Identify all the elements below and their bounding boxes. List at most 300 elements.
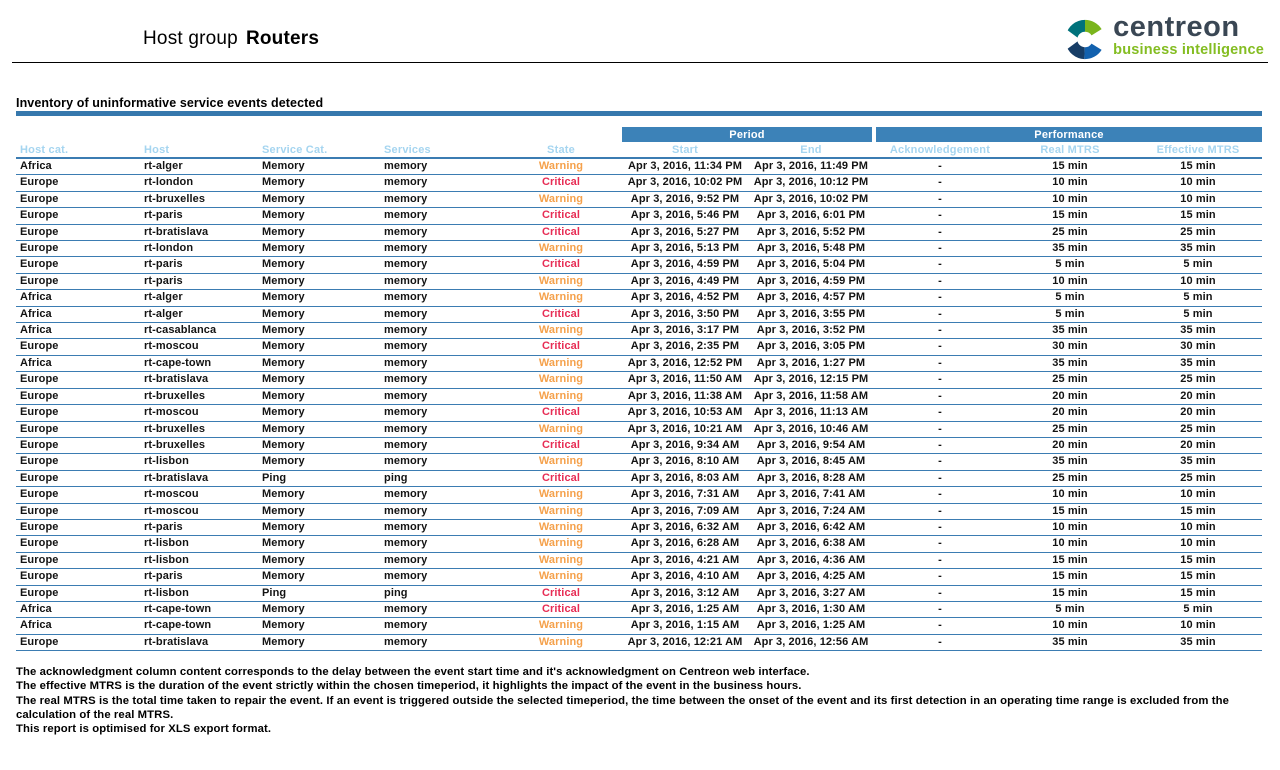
cell-acknowledgement: -	[874, 519, 1006, 535]
table-row	[16, 339, 1262, 355]
cell-acknowledgement: -	[874, 290, 1006, 306]
table-row	[16, 257, 1262, 273]
cell-acknowledgement: -	[874, 405, 1006, 421]
cell-real-mtrs: 30 min	[1006, 339, 1134, 355]
footer-note: The real MTRS is the total time taken to repair the event. If an event is triggered outside the selected timeperiod, the time between the onset of the event and its first detection in an operating time range is excluded from the calculation of the real MTRS.	[16, 694, 1229, 722]
cell-effective-mtrs: 20 min	[1134, 437, 1262, 453]
cell-host-cat: Europe	[16, 519, 140, 535]
cell-acknowledgement: -	[874, 339, 1006, 355]
cell-service-cat: Memory	[258, 158, 380, 175]
cell-effective-mtrs: 25 min	[1134, 224, 1262, 240]
cell-end: Apr 3, 2016, 4:36 AM	[748, 552, 874, 568]
centreon-logo-text	[1113, 13, 1264, 58]
cell-real-mtrs: 20 min	[1006, 437, 1134, 453]
cell-start: Apr 3, 2016, 5:27 PM	[622, 224, 748, 240]
cell-start: Apr 3, 2016, 1:25 AM	[622, 601, 748, 617]
cell-effective-mtrs: 10 min	[1134, 487, 1262, 503]
cell-host: rt-moscou	[140, 503, 258, 519]
cell-state: Warning	[500, 618, 622, 634]
cell-services: memory	[380, 552, 500, 568]
cell-service-cat: Memory	[258, 306, 380, 322]
cell-acknowledgement: -	[874, 241, 1006, 257]
cell-real-mtrs: 15 min	[1006, 585, 1134, 601]
cell-host-cat: Africa	[16, 355, 140, 371]
cell-state: Warning	[500, 634, 622, 650]
cell-acknowledgement: -	[874, 487, 1006, 503]
cell-start: Apr 3, 2016, 7:31 AM	[622, 487, 748, 503]
table-row	[16, 421, 1262, 437]
cell-acknowledgement: -	[874, 601, 1006, 617]
cell-real-mtrs: 10 min	[1006, 618, 1134, 634]
cell-effective-mtrs: 35 min	[1134, 634, 1262, 650]
table-row	[16, 388, 1262, 404]
cell-services: memory	[380, 158, 500, 175]
cell-service-cat: Memory	[258, 273, 380, 289]
cell-service-cat: Memory	[258, 437, 380, 453]
cell-services: memory	[380, 339, 500, 355]
cell-service-cat: Memory	[258, 503, 380, 519]
cell-real-mtrs: 25 min	[1006, 224, 1134, 240]
cell-state: Warning	[500, 569, 622, 585]
cell-start: Apr 3, 2016, 10:02 PM	[622, 175, 748, 191]
column-header-state: State	[500, 142, 622, 158]
cell-services: memory	[380, 503, 500, 519]
section-heading-underline	[16, 111, 1262, 116]
cell-state: Warning	[500, 421, 622, 437]
cell-acknowledgement: -	[874, 355, 1006, 371]
cell-host-cat: Europe	[16, 339, 140, 355]
cell-service-cat: Memory	[258, 487, 380, 503]
cell-end: Apr 3, 2016, 3:05 PM	[748, 339, 874, 355]
cell-effective-mtrs: 20 min	[1134, 388, 1262, 404]
cell-acknowledgement: -	[874, 569, 1006, 585]
column-header-effective-mtrs: Effective MTRS	[1134, 142, 1262, 158]
cell-state: Warning	[500, 536, 622, 552]
column-header-start: Start	[622, 142, 748, 158]
cell-host: rt-cape-town	[140, 355, 258, 371]
cell-services: memory	[380, 634, 500, 650]
cell-start: Apr 3, 2016, 10:53 AM	[622, 405, 748, 421]
cell-host: rt-lisbon	[140, 552, 258, 568]
cell-services: memory	[380, 487, 500, 503]
cell-service-cat: Memory	[258, 257, 380, 273]
cell-services: memory	[380, 241, 500, 257]
cell-real-mtrs: 25 min	[1006, 421, 1134, 437]
cell-effective-mtrs: 35 min	[1134, 323, 1262, 339]
cell-start: Apr 3, 2016, 5:46 PM	[622, 208, 748, 224]
table-row	[16, 323, 1262, 339]
footer-note: This report is optimised for XLS export format.	[16, 723, 272, 736]
cell-host-cat: Europe	[16, 470, 140, 486]
cell-acknowledgement: -	[874, 208, 1006, 224]
cell-host-cat: Europe	[16, 241, 140, 257]
cell-effective-mtrs: 10 min	[1134, 175, 1262, 191]
cell-host-cat: Africa	[16, 306, 140, 322]
cell-effective-mtrs: 35 min	[1134, 241, 1262, 257]
cell-end: Apr 3, 2016, 5:48 PM	[748, 241, 874, 257]
table-row	[16, 224, 1262, 240]
cell-host-cat: Africa	[16, 601, 140, 617]
cell-host-cat: Europe	[16, 372, 140, 388]
cell-services: memory	[380, 323, 500, 339]
cell-service-cat: Memory	[258, 191, 380, 207]
cell-host: rt-cape-town	[140, 618, 258, 634]
cell-acknowledgement: -	[874, 323, 1006, 339]
cell-end: Apr 3, 2016, 7:41 AM	[748, 487, 874, 503]
report-content	[16, 96, 1262, 737]
footer-notes	[16, 665, 1262, 736]
cell-end: Apr 3, 2016, 1:25 AM	[748, 618, 874, 634]
cell-service-cat: Memory	[258, 290, 380, 306]
cell-host: rt-lisbon	[140, 536, 258, 552]
cell-host-cat: Africa	[16, 618, 140, 634]
cell-host: rt-bratislava	[140, 224, 258, 240]
cell-real-mtrs: 10 min	[1006, 536, 1134, 552]
table-row	[16, 470, 1262, 486]
cell-host-cat: Europe	[16, 569, 140, 585]
cell-effective-mtrs: 15 min	[1134, 158, 1262, 175]
cell-effective-mtrs: 10 min	[1134, 191, 1262, 207]
cell-state: Critical	[500, 339, 622, 355]
table-row	[16, 355, 1262, 371]
cell-end: Apr 3, 2016, 8:45 AM	[748, 454, 874, 470]
cell-acknowledgement: -	[874, 224, 1006, 240]
cell-host: rt-paris	[140, 569, 258, 585]
cell-start: Apr 3, 2016, 6:32 AM	[622, 519, 748, 535]
cell-service-cat: Ping	[258, 470, 380, 486]
cell-start: Apr 3, 2016, 4:59 PM	[622, 257, 748, 273]
cell-effective-mtrs: 5 min	[1134, 306, 1262, 322]
cell-services: memory	[380, 569, 500, 585]
cell-start: Apr 3, 2016, 6:28 AM	[622, 536, 748, 552]
cell-effective-mtrs: 35 min	[1134, 355, 1262, 371]
cell-host-cat: Africa	[16, 290, 140, 306]
cell-state: Warning	[500, 290, 622, 306]
cell-host: rt-bruxelles	[140, 437, 258, 453]
centreon-c-icon	[1064, 16, 1106, 63]
cell-acknowledgement: -	[874, 175, 1006, 191]
cell-host: rt-bruxelles	[140, 191, 258, 207]
cell-service-cat: Memory	[258, 241, 380, 257]
cell-service-cat: Memory	[258, 405, 380, 421]
table-row	[16, 208, 1262, 224]
table-row	[16, 437, 1262, 453]
table-row	[16, 158, 1262, 175]
cell-host-cat: Europe	[16, 487, 140, 503]
cell-host: rt-london	[140, 175, 258, 191]
table-row	[16, 405, 1262, 421]
cell-effective-mtrs: 15 min	[1134, 585, 1262, 601]
cell-real-mtrs: 35 min	[1006, 634, 1134, 650]
cell-service-cat: Memory	[258, 224, 380, 240]
cell-state: Warning	[500, 191, 622, 207]
cell-host: rt-moscou	[140, 487, 258, 503]
cell-services: memory	[380, 273, 500, 289]
cell-end: Apr 3, 2016, 12:56 AM	[748, 634, 874, 650]
column-header-host-cat: Host cat.	[16, 142, 140, 158]
cell-services: memory	[380, 191, 500, 207]
table-row	[16, 306, 1262, 322]
cell-host-cat: Europe	[16, 454, 140, 470]
cell-state: Warning	[500, 158, 622, 175]
cell-acknowledgement: -	[874, 552, 1006, 568]
cell-service-cat: Memory	[258, 519, 380, 535]
cell-effective-mtrs: 10 min	[1134, 519, 1262, 535]
cell-real-mtrs: 5 min	[1006, 290, 1134, 306]
cell-host: rt-bruxelles	[140, 388, 258, 404]
cell-state: Warning	[500, 372, 622, 388]
table-row	[16, 241, 1262, 257]
cell-services: memory	[380, 421, 500, 437]
cell-host-cat: Europe	[16, 421, 140, 437]
table-row	[16, 552, 1262, 568]
cell-end: Apr 3, 2016, 10:46 AM	[748, 421, 874, 437]
cell-start: Apr 3, 2016, 3:17 PM	[622, 323, 748, 339]
cell-services: ping	[380, 585, 500, 601]
cell-start: Apr 3, 2016, 4:52 PM	[622, 290, 748, 306]
cell-real-mtrs: 5 min	[1006, 257, 1134, 273]
events-table	[16, 127, 1262, 651]
table-row	[16, 618, 1262, 634]
table-row	[16, 585, 1262, 601]
cell-services: memory	[380, 601, 500, 617]
cell-acknowledgement: -	[874, 273, 1006, 289]
cell-state: Critical	[500, 306, 622, 322]
cell-state: Warning	[500, 503, 622, 519]
cell-real-mtrs: 10 min	[1006, 519, 1134, 535]
cell-effective-mtrs: 5 min	[1134, 290, 1262, 306]
cell-start: Apr 3, 2016, 4:21 AM	[622, 552, 748, 568]
column-header-acknowledgement: Acknowledgement	[874, 142, 1006, 158]
cell-services: memory	[380, 208, 500, 224]
cell-real-mtrs: 15 min	[1006, 552, 1134, 568]
cell-start: Apr 3, 2016, 11:38 AM	[622, 388, 748, 404]
group-header-spacer	[16, 127, 622, 142]
cell-host-cat: Europe	[16, 552, 140, 568]
cell-service-cat: Memory	[258, 601, 380, 617]
cell-services: memory	[380, 290, 500, 306]
cell-acknowledgement: -	[874, 372, 1006, 388]
cell-services: memory	[380, 306, 500, 322]
cell-host: rt-london	[140, 241, 258, 257]
footer-note: The effective MTRS is the duration of the event strictly within the chosen timeperiod, it highlights the impact of the event in the business hours.	[16, 680, 802, 693]
cell-end: Apr 3, 2016, 11:49 PM	[748, 158, 874, 175]
cell-host-cat: Europe	[16, 585, 140, 601]
cell-effective-mtrs: 15 min	[1134, 552, 1262, 568]
cell-state: Critical	[500, 224, 622, 240]
cell-host-cat: Africa	[16, 158, 140, 175]
centreon-tagline-text: business intelligence	[1113, 42, 1264, 58]
cell-real-mtrs: 25 min	[1006, 372, 1134, 388]
table-row	[16, 290, 1262, 306]
cell-acknowledgement: -	[874, 388, 1006, 404]
cell-state: Warning	[500, 355, 622, 371]
cell-real-mtrs: 5 min	[1006, 601, 1134, 617]
cell-end: Apr 3, 2016, 10:12 PM	[748, 175, 874, 191]
page-title-prefix: Host group	[143, 28, 238, 49]
cell-service-cat: Ping	[258, 585, 380, 601]
cell-end: Apr 3, 2016, 6:01 PM	[748, 208, 874, 224]
cell-real-mtrs: 5 min	[1006, 306, 1134, 322]
cell-real-mtrs: 35 min	[1006, 241, 1134, 257]
cell-service-cat: Memory	[258, 323, 380, 339]
cell-host-cat: Europe	[16, 536, 140, 552]
cell-host: rt-bratislava	[140, 634, 258, 650]
cell-real-mtrs: 15 min	[1006, 158, 1134, 175]
cell-host-cat: Europe	[16, 175, 140, 191]
cell-state: Warning	[500, 388, 622, 404]
cell-host-cat: Europe	[16, 191, 140, 207]
cell-host: rt-alger	[140, 306, 258, 322]
column-header-real-mtrs: Real MTRS	[1006, 142, 1134, 158]
cell-start: Apr 3, 2016, 8:03 AM	[622, 470, 748, 486]
cell-service-cat: Memory	[258, 552, 380, 568]
cell-real-mtrs: 15 min	[1006, 569, 1134, 585]
cell-real-mtrs: 25 min	[1006, 470, 1134, 486]
cell-state: Critical	[500, 405, 622, 421]
cell-service-cat: Memory	[258, 175, 380, 191]
cell-services: memory	[380, 454, 500, 470]
cell-effective-mtrs: 10 min	[1134, 536, 1262, 552]
cell-host-cat: Europe	[16, 437, 140, 453]
cell-state: Critical	[500, 175, 622, 191]
cell-services: memory	[380, 405, 500, 421]
cell-end: Apr 3, 2016, 6:42 AM	[748, 519, 874, 535]
cell-real-mtrs: 10 min	[1006, 273, 1134, 289]
cell-host: rt-alger	[140, 290, 258, 306]
column-header-end: End	[748, 142, 874, 158]
cell-real-mtrs: 10 min	[1006, 175, 1134, 191]
column-header-services: Services	[380, 142, 500, 158]
cell-acknowledgement: -	[874, 634, 1006, 650]
footer-note: The acknowledgment column content corresponds to the delay between the event start time and it's acknowledgment on Centreon web interface.	[16, 666, 810, 679]
cell-state: Critical	[500, 585, 622, 601]
cell-services: ping	[380, 470, 500, 486]
page-title-value: Routers	[245, 28, 320, 49]
cell-real-mtrs: 10 min	[1006, 487, 1134, 503]
cell-host-cat: Europe	[16, 405, 140, 421]
cell-effective-mtrs: 5 min	[1134, 601, 1262, 617]
cell-acknowledgement: -	[874, 191, 1006, 207]
cell-end: Apr 3, 2016, 3:52 PM	[748, 323, 874, 339]
table-row	[16, 536, 1262, 552]
cell-services: memory	[380, 536, 500, 552]
cell-service-cat: Memory	[258, 454, 380, 470]
cell-state: Warning	[500, 273, 622, 289]
cell-acknowledgement: -	[874, 454, 1006, 470]
cell-start: Apr 3, 2016, 3:50 PM	[622, 306, 748, 322]
column-header-service-cat: Service Cat.	[258, 142, 380, 158]
table-row	[16, 503, 1262, 519]
cell-end: Apr 3, 2016, 5:04 PM	[748, 257, 874, 273]
table-row	[16, 454, 1262, 470]
cell-service-cat: Memory	[258, 355, 380, 371]
group-header-period: Period	[622, 127, 874, 142]
cell-effective-mtrs: 25 min	[1134, 372, 1262, 388]
cell-end: Apr 3, 2016, 4:59 PM	[748, 273, 874, 289]
cell-start: Apr 3, 2016, 8:10 AM	[622, 454, 748, 470]
cell-start: Apr 3, 2016, 11:34 PM	[622, 158, 748, 175]
cell-state: Warning	[500, 323, 622, 339]
cell-host-cat: Europe	[16, 388, 140, 404]
cell-host-cat: Europe	[16, 257, 140, 273]
cell-start: Apr 3, 2016, 12:21 AM	[622, 634, 748, 650]
cell-effective-mtrs: 20 min	[1134, 405, 1262, 421]
cell-state: Critical	[500, 601, 622, 617]
table-row	[16, 487, 1262, 503]
column-header-host: Host	[140, 142, 258, 158]
cell-end: Apr 3, 2016, 9:54 AM	[748, 437, 874, 453]
cell-host: rt-bruxelles	[140, 421, 258, 437]
cell-start: Apr 3, 2016, 1:15 AM	[622, 618, 748, 634]
cell-effective-mtrs: 5 min	[1134, 257, 1262, 273]
cell-services: memory	[380, 355, 500, 371]
cell-real-mtrs: 10 min	[1006, 191, 1134, 207]
table-row	[16, 372, 1262, 388]
cell-host-cat: Africa	[16, 323, 140, 339]
cell-host-cat: Europe	[16, 503, 140, 519]
cell-service-cat: Memory	[258, 618, 380, 634]
cell-end: Apr 3, 2016, 11:13 AM	[748, 405, 874, 421]
cell-host: rt-casablanca	[140, 323, 258, 339]
cell-state: Critical	[500, 257, 622, 273]
cell-service-cat: Memory	[258, 421, 380, 437]
cell-real-mtrs: 20 min	[1006, 388, 1134, 404]
cell-end: Apr 3, 2016, 8:28 AM	[748, 470, 874, 486]
cell-service-cat: Memory	[258, 339, 380, 355]
page-title	[143, 28, 319, 50]
table-column-header-row	[16, 142, 1262, 158]
cell-end: Apr 3, 2016, 5:52 PM	[748, 224, 874, 240]
cell-state: Warning	[500, 241, 622, 257]
cell-acknowledgement: -	[874, 503, 1006, 519]
cell-host: rt-moscou	[140, 405, 258, 421]
cell-host: rt-paris	[140, 257, 258, 273]
cell-end: Apr 3, 2016, 1:30 AM	[748, 601, 874, 617]
cell-service-cat: Memory	[258, 388, 380, 404]
cell-end: Apr 3, 2016, 3:27 AM	[748, 585, 874, 601]
cell-real-mtrs: 35 min	[1006, 454, 1134, 470]
cell-host: rt-alger	[140, 158, 258, 175]
cell-acknowledgement: -	[874, 421, 1006, 437]
cell-host: rt-lisbon	[140, 585, 258, 601]
cell-real-mtrs: 35 min	[1006, 355, 1134, 371]
cell-start: Apr 3, 2016, 11:50 AM	[622, 372, 748, 388]
cell-end: Apr 3, 2016, 11:58 AM	[748, 388, 874, 404]
cell-start: Apr 3, 2016, 9:34 AM	[622, 437, 748, 453]
cell-real-mtrs: 20 min	[1006, 405, 1134, 421]
cell-services: memory	[380, 372, 500, 388]
cell-services: memory	[380, 437, 500, 453]
cell-acknowledgement: -	[874, 585, 1006, 601]
cell-services: memory	[380, 618, 500, 634]
cell-services: memory	[380, 175, 500, 191]
cell-state: Critical	[500, 470, 622, 486]
cell-host-cat: Europe	[16, 208, 140, 224]
cell-effective-mtrs: 10 min	[1134, 618, 1262, 634]
cell-effective-mtrs: 15 min	[1134, 503, 1262, 519]
cell-services: memory	[380, 224, 500, 240]
header-divider	[12, 62, 1268, 63]
cell-services: memory	[380, 519, 500, 535]
cell-start: Apr 3, 2016, 4:49 PM	[622, 273, 748, 289]
cell-effective-mtrs: 15 min	[1134, 208, 1262, 224]
cell-host: rt-paris	[140, 273, 258, 289]
cell-effective-mtrs: 10 min	[1134, 273, 1262, 289]
centreon-brand-text: centreon	[1113, 11, 1240, 43]
table-group-header-row	[16, 127, 1262, 142]
cell-state: Warning	[500, 519, 622, 535]
